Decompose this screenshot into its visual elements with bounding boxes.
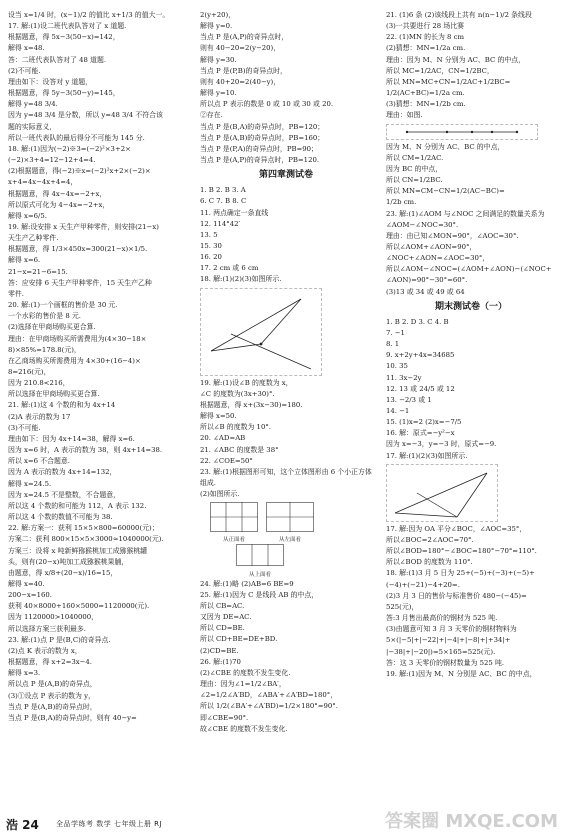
text-line: (2)A 表示的数为 17 — [8, 412, 71, 421]
text-line: 10. 35 — [386, 362, 408, 371]
text-line: 所以 MC=1/2AC，CN=1/2BC， — [386, 66, 494, 75]
text-line: 所以 CM=1/2AC. — [386, 153, 444, 162]
left-view-grid — [266, 502, 314, 532]
text-line: 因为 x=6 时，A 表示的数为 38，则 4x+14=38. — [8, 446, 163, 455]
geometry-figure-18 — [200, 288, 322, 376]
text-line: 解得 x=40. — [8, 579, 45, 588]
text-line: 所以 x=6 不合题意. — [8, 457, 70, 466]
triangle-figure-17 — [386, 464, 498, 522]
text-line: 当点 P 是(B,A)的奇异点时，则有 40−y= — [8, 713, 137, 722]
text-line: 所以选择方案三获利最多. — [8, 624, 86, 633]
text-line: 理由：在甲商场购买所需费用为(4×30−18× — [8, 334, 147, 343]
text-line: (2)选择在甲商场购买更合算. — [8, 323, 96, 332]
text-line: (2)∠CBE 的度数不发生变化. — [200, 668, 291, 677]
text-line: 25. 解:(1)因为 C 是线段 AB 的中点， — [200, 590, 319, 599]
text-line: 零件. — [8, 289, 24, 298]
text-line: 所以这 4 个数的和可能为 112，A 表示 132. — [8, 501, 147, 510]
text-line: 所以∠B 的度数为 10°. — [200, 423, 271, 432]
text-line: 解得 y=48 3/4. — [8, 100, 58, 109]
text-line: 因为 BC 的中点， — [386, 164, 443, 173]
text-line: ∠AON)=90°−30°=60°. — [386, 276, 468, 285]
text-line: 当点 P 是(A,B)的奇异点时，PB=160； — [200, 133, 325, 142]
text-line: 根据题意，得 x+(3x−30)=180. — [200, 400, 303, 409]
text-line: 19. 解:设安排 x 天生产甲种零件，则安排(21−x) — [8, 222, 159, 231]
column-right — [386, 10, 556, 680]
text-line: 23. 解:(1)根据图形可知，这个立体图形由 6 个小正方体 — [200, 467, 372, 476]
text-line: 因为 A 表示的数为 4x+14=132， — [8, 468, 117, 477]
text-line: 所以选择在甲商场购买更合算. — [8, 390, 100, 399]
text-line: 13. −2/3 或 1 — [386, 395, 432, 404]
text-line: 1/2(AC+BC)=1/2a cm. — [386, 89, 465, 98]
text-line: 18. 解:(1)3 月 5 日为 25+(−5)+(−3)+(−5)+ — [386, 569, 535, 578]
final-test-title: 期末测试卷（一） — [434, 301, 507, 312]
text-line: 理由：因为∠1=1/2∠BA′， — [200, 680, 286, 689]
text-line: 由题意，得 x/8+(20−x)/16=15， — [8, 568, 118, 577]
text-line: 根据题意，得 1/3×450x=300(21−x)×1/5. — [8, 245, 148, 254]
text-line: 答:3 月售出最高价的钢材为 525 吨. — [386, 614, 498, 623]
text-line: 7. −1 — [386, 328, 405, 337]
text-line: 理由如下：设答对 y 道题， — [8, 77, 93, 86]
text-line: 2(y+20)， — [200, 11, 236, 19]
text-line: 所以 CD+BE=DE+BD. — [200, 635, 278, 644]
text-line: 则有 40+20=2(40−y)， — [200, 77, 281, 86]
text-line: 18. 解:(1)(2)(3)如图所示. — [200, 275, 282, 284]
text-line: 22. 解:方案一：获利 15×5×800=60000(元)； — [8, 524, 159, 533]
text-line: ②存在. — [200, 111, 223, 120]
text-line: 所以 CD=BE. — [200, 624, 245, 633]
text-line: 200−x=160. — [8, 591, 52, 600]
text-line: 则有 40−20=2(y−20)， — [200, 44, 281, 53]
text-line: 22. ∠COE=50° — [200, 456, 253, 465]
chapter4-answers-cont — [200, 378, 372, 501]
text-line: 12. 13 或 24/5 或 12 — [386, 384, 455, 393]
text-line: 方案二：获利 800×15×5×3000≈1040000(元). — [8, 535, 164, 544]
text-line: 16. 解：原式=−y²−x — [386, 429, 455, 438]
text-line: (3)由题意可知 3 月 3 天零价的钢材物料为 — [386, 625, 517, 634]
final-answers — [386, 317, 556, 462]
text-line: 设当 x=1/4 时，(x−1)/2 的值比 x+1/3 的值大一。 — [8, 11, 170, 19]
text-line: ∠NOC+∠AON=∠AOC=30°， — [386, 254, 490, 263]
text-line: 11. 两点确定一条直线 — [200, 208, 269, 217]
text-line: 13. 5 — [200, 230, 218, 239]
text-line: x+4=4x−4x+4=4， — [8, 178, 78, 187]
text-line: (2)不可能. — [8, 66, 41, 75]
text-line: (3)①设点 P 表示的数为 y， — [8, 691, 95, 700]
text-line: 17. 解:因为 OA 平分∠BOC，∠AOC=35°， — [386, 524, 527, 533]
text-line: 所以∠BOD 的度数为 110°. — [386, 558, 473, 567]
text-line: 23. 解:(1)∠AOM 与∠NOC 之间满足的数量关系为 — [386, 209, 545, 218]
text-line: 所以 MN=CM−CN=1/2(AC−BC)= — [386, 187, 505, 196]
text-line: (3)不可能. — [8, 423, 41, 432]
text-line: 因为 y=48 3/4 是分数，所以 y=48 3/4 不符合该 — [8, 111, 163, 120]
text-line: 一个水彩的售价是 8 元. — [8, 312, 81, 321]
text-line: 答：二班代表队答对了 48 道题. — [8, 55, 107, 64]
text-line: 因为 x=24.5 不是整数，不合题意， — [8, 490, 121, 499]
text-line: (2)CD=BE. — [200, 646, 239, 655]
front-view-grid — [210, 502, 258, 532]
text-line: 所以 CB=AC. — [200, 601, 245, 610]
chapter4-test-title: 第四章测试卷 — [258, 170, 313, 181]
watermark: 答案圈 MXQE.COM — [385, 811, 558, 832]
text-line: 理由：如图. — [386, 111, 423, 120]
text-line: (2)根据题意，得(−2)※x=(−2)²x+2×(−2)× — [8, 167, 151, 176]
text-line: 方案三：设将 x 吨新鲜猕猴桃加工成猕猴桃罐 — [8, 546, 148, 555]
text-line: 解得 x=6. — [8, 256, 41, 265]
text-line: 23. 解:(1)点 P 是(B,C)的奇异点. — [8, 635, 111, 644]
text-line: 解得 x=50. — [200, 412, 237, 421]
text-line: 当点 P 是(P,A)的奇异点时，PB=90； — [200, 144, 318, 153]
front-view-label: 从正面看 — [222, 537, 245, 544]
text-line: (3)一共要进行 28 场比赛 — [386, 22, 465, 31]
text-line: 525(元)， — [386, 602, 419, 611]
text-line: 17. 解:(1)(2)(3)如图所示. — [386, 451, 468, 460]
text-line: 所以点 P 是(A,B)的奇异点， — [8, 680, 97, 689]
column-middle — [200, 10, 372, 735]
text-line: 解得 x=3. — [8, 669, 41, 678]
left-view-label: 从左面看 — [278, 537, 301, 544]
text-line: 解得 x=6/5. — [8, 211, 47, 220]
text-line: 26. 解:(1)70 — [200, 657, 241, 666]
text-line: 1/2b cm. — [386, 198, 417, 207]
text-line: 因为 210.8<216， — [8, 379, 70, 388]
right-top-lines — [386, 10, 556, 122]
text-line: 所以原式可化为 4−4x=−2+x， — [8, 200, 110, 209]
text-line: 19. 解:(1)因为 M、N 分别是 AC、BC 的中点， — [386, 669, 537, 678]
text-line: 所以∠AOM+∠AON=90°， — [386, 242, 477, 251]
text-line: 5×(|−5|+|−22|+|−4|+|−8|+|+34|+ — [386, 636, 511, 645]
text-line: 组成. — [200, 479, 216, 487]
text-line: 22. (1)MN 的长为 8 cm — [386, 33, 465, 42]
text-line: 故∠CBE 的度数不发生变化. — [200, 724, 288, 733]
text-line: 20. ∠AD=AB — [200, 434, 246, 443]
middle-top-lines — [200, 10, 372, 166]
text-line: 8)×85%=178.8(元)， — [8, 345, 81, 354]
text-line: 答：这 3 天零价的钢材数量为 525 吨. — [386, 658, 505, 667]
text-line: 所以∠AOM−∠NOC=(∠AOM+∠AON)−(∠NOC+ — [386, 265, 552, 274]
page-number: 浩 24 — [6, 818, 39, 832]
text-line: 所以 CN=1/2BC. — [386, 176, 443, 185]
text-line: 理由：由已知∠MON=90°，∠AOC=30°. — [386, 231, 519, 240]
text-line: 1. B 2. B 3. A — [200, 186, 246, 195]
text-line: 8. 1 — [386, 340, 400, 349]
top-view-grid — [236, 544, 284, 566]
text-line: 21. 解:(1)这 4 个数的和为 4x+14 — [8, 401, 116, 410]
text-line: 题的实际意义， — [8, 122, 57, 131]
text-line: 16. 20 — [200, 253, 222, 262]
text-line: 根据题意，得 5y−3(50−y)=145， — [8, 89, 120, 98]
column-left — [8, 10, 186, 724]
text-line: 14. −1 — [386, 407, 410, 415]
text-line: 答：应安排 6 天生产甲种零件，15 天生产乙种 — [8, 278, 152, 287]
text-line: (2)3 月 3 日的售价与标准售价 480−(−45)= — [386, 591, 527, 600]
text-line: 因为 M、N 分别为 AC、BC 的中点， — [386, 142, 505, 151]
text-line: 因为 x=−3，y=−3 时，原式=−9. — [386, 440, 497, 449]
text-line: 12. 114°42′ — [200, 219, 241, 228]
text-line: 即∠CBE=90°. — [200, 713, 249, 722]
text-line: 所以 1/2(∠BA′+∠A′BD)=1/2×180°=90°. — [200, 702, 338, 711]
text-line: 解得 y=10. — [200, 89, 237, 98]
text-line: 解得 x=48. — [8, 44, 45, 53]
text-line: 8=216(元)， — [8, 368, 51, 376]
text-line: 24. 解:(1)略 (2)AB=6 BE=9 — [200, 579, 294, 588]
text-line: ∠2=1/2∠A′BD，∠ABA′+∠A′BD=180°， — [200, 691, 338, 700]
text-line: 17. 解:(1)设二班代表队答对了 x 道题. — [8, 22, 127, 31]
text-line: 9. x+2y+4x=34685 — [386, 351, 455, 360]
text-line: 天生产乙种零件. — [8, 234, 59, 243]
text-line: (−2)×3+4=12−12+4=4. — [8, 156, 96, 165]
text-line: 21. (1)6 条 (2)该线段上共有 n(n−1)/2 条线段 — [386, 11, 532, 19]
text-line: 又因为 DE=AC. — [200, 613, 252, 622]
text-line: 所以一班代表队的最后得分不可能为 145 分. — [8, 133, 145, 142]
text-line: (2)如图所示. — [200, 490, 240, 499]
text-line: 解得 y=30. — [200, 55, 237, 64]
text-line: 21. ∠ABC 的度数是 38° — [200, 445, 279, 454]
left-view — [266, 502, 314, 544]
text-line: 当点 P 是(P,B)的奇异点时， — [200, 66, 287, 75]
text-line: 根据题意，得 x+2=3x−4. — [8, 658, 92, 667]
segment-figure-22 — [386, 124, 538, 140]
text-line: 所以∠BOC=2∠AOC=70°. — [386, 535, 474, 544]
text-line: 解得 y=0. — [200, 22, 233, 31]
top-view-label: 从上面看 — [248, 571, 271, 578]
text-line: 当点 P 是(A,B)的奇异点时， — [8, 702, 97, 711]
text-line: 18. 解:(1)因为(−2)※3=(−2)²×3+2× — [8, 144, 131, 153]
text-line: 所以点 P 表示的数是 0 或 10 或 30 或 20. — [200, 100, 334, 109]
text-line: 1. B 2. D 3. C 4. B — [386, 317, 449, 326]
text-line: ∠C 的度数为(3x+30)°. — [200, 389, 275, 398]
text-line: 所以 MN=MC+CN=1/2AC+1/2BC= — [386, 77, 511, 86]
text-line: 在乙商场购买所需费用为 4×30+(16−4)× — [8, 356, 141, 365]
text-line: (−4)+(−21)−4+20=. — [386, 580, 460, 589]
text-line: 15. 30 — [200, 241, 222, 250]
text-line: 获利 40×8000+160×5000=1120000(元). — [8, 602, 150, 611]
text-line: 19. 解:(1)设∠B 的度数为 x， — [200, 378, 293, 387]
text-line: 所以这 4 个数的数值不可能为 38. — [8, 513, 113, 522]
chapter4-answers — [200, 185, 372, 285]
text-line: 当点 P 是(A,P)的奇异点时， — [200, 33, 289, 42]
text-line: (3)猜想：MN=1/2b cm. — [386, 100, 466, 109]
text-line: 11. 3x−2y — [386, 373, 422, 382]
text-line: 6. C 7. B 8. C — [200, 197, 247, 206]
text-line: (2)猜想：MN=1/2a cm. — [386, 44, 466, 53]
text-line: 20. 解:(1)一个画框的售价是 30 元. — [8, 301, 118, 310]
text-line: 当点 P 是(B,A)的奇异点时，PB=120； — [200, 122, 325, 131]
text-line: 15. (1)x=2 (2)x=−7/5 — [386, 418, 462, 427]
text-line: 根据题意，得 4x−4x=−2+x， — [8, 189, 107, 198]
text-line: |−38|+|−20|)=5×165=525(元). — [386, 647, 496, 656]
text-line: 17. 2 cm 或 6 cm — [200, 264, 259, 273]
book-meta: 全品学练考 数学 七年级上册 RJ — [56, 820, 163, 828]
text-line: 解得 x=24.5. — [8, 479, 52, 488]
text-line: 理由如下：因为 4x+14=38，解得 x=6. — [8, 434, 135, 443]
text-line: 因为 1120000>1040000， — [8, 613, 99, 622]
text-line: 头，则有(20−x)吨加工成猕猴桃果脯， — [8, 557, 129, 566]
text-line: 21−x=21−6=15. — [8, 267, 68, 276]
text-line: 所以∠BOD=180°−∠BOC=180°−70°=110°. — [386, 547, 537, 556]
text-line: 当点 P 是(A,P)的奇异点时，PB=120. — [200, 156, 320, 165]
top-view — [236, 544, 284, 578]
right-mid-lines — [386, 142, 556, 298]
three-views — [210, 502, 372, 544]
final-answers-cont — [386, 524, 556, 680]
text-line: (3)13 或 34 或 49 或 64 — [386, 287, 465, 296]
text-line: ∠AOM−∠NOC=30°. — [386, 220, 459, 229]
front-view — [210, 502, 258, 544]
text-line: 根据题意，得 5x−3(50−x)=142， — [8, 33, 120, 42]
chapter4-answers-end — [200, 579, 372, 735]
text-line: 理由：因为 M、N 分别为 AC、BC 的中点， — [386, 55, 526, 64]
text-line: (2)点 K 表示的数为 x， — [8, 646, 82, 655]
